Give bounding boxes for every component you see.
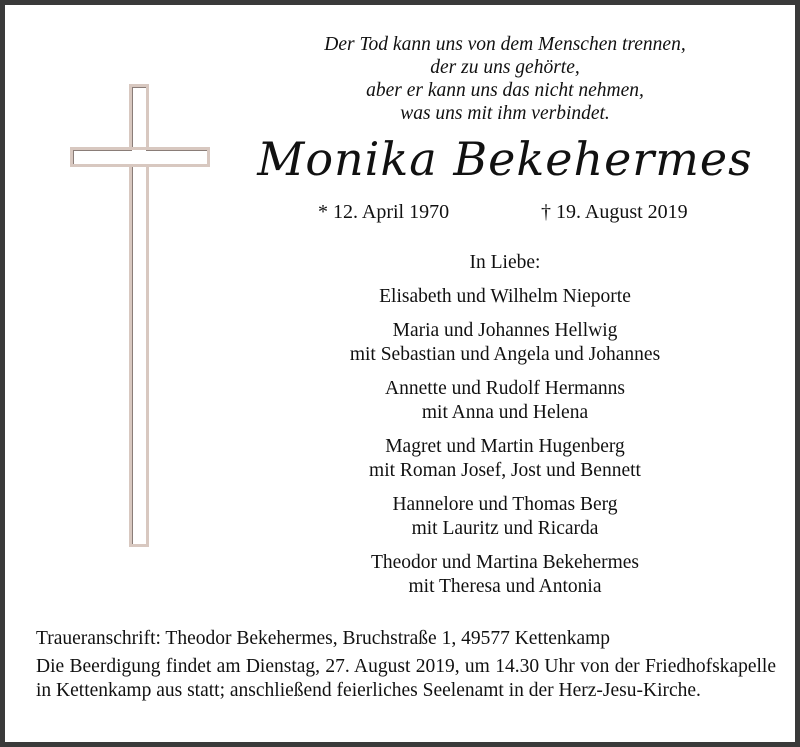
mourner-group (295, 435, 715, 483)
mourner-line: Theodor und Martina Bekehermes (370, 552, 640, 573)
mourner-line: Hannelore und Thomas Berg (392, 494, 618, 515)
mourner-line: mit Anna und Helena (421, 402, 589, 423)
mourner-group (295, 285, 715, 309)
poem-line: Der Tod kann uns von dem Menschen trennen, (324, 34, 686, 55)
mourner-group (295, 551, 715, 599)
mourner-line: Annette und Rudolf Hermanns (385, 378, 625, 399)
mourner-line: mit Lauritz und Ricarda (411, 518, 599, 539)
death-date: † 19. August 2019 (541, 201, 688, 223)
funeral-announcement: Die Beerdigung findet am Dienstag, 27. August 2019, um 14.30 Uhr von der Friedhofskapelle in Kettenkamp aus statt; anschließend feierliches Seelenamt in der Herz-Jesu-Kirche. (36, 656, 776, 701)
deceased-name: Monika Bekehermes (257, 132, 753, 186)
poem-line: was uns mit ihm verbindet. (400, 103, 610, 124)
birth-date: * 12. April 1970 (318, 201, 450, 223)
mourner-line: Elisabeth und Wilhelm Nieporte (379, 286, 631, 307)
mourners-list (295, 251, 715, 609)
funeral-details (36, 627, 776, 703)
mourner-line: Maria und Johannes Hellwig (392, 320, 618, 341)
mourner-line: mit Theresa und Antonia (408, 576, 602, 597)
cross-center (132, 150, 146, 164)
poem-line: der zu uns gehörte, (430, 57, 580, 78)
mourner-group (295, 377, 715, 425)
memorial-poem (295, 33, 715, 125)
mourner-group (295, 493, 715, 541)
poem-line: aber er kann uns das nicht nehmen, (366, 80, 644, 101)
mourner-line: mit Sebastian und Angela und Johannes (349, 344, 661, 365)
mourner-group (295, 319, 715, 367)
mourning-address: Traueranschrift: Theodor Bekehermes, Bruchstraße 1, 49577 Kettenkamp (36, 628, 611, 649)
mourner-line: Magret und Martin Hugenberg (385, 436, 625, 457)
mourner-line: mit Roman Josef, Jost und Bennett (369, 460, 641, 481)
mourners-intro: In Liebe: (469, 252, 541, 273)
